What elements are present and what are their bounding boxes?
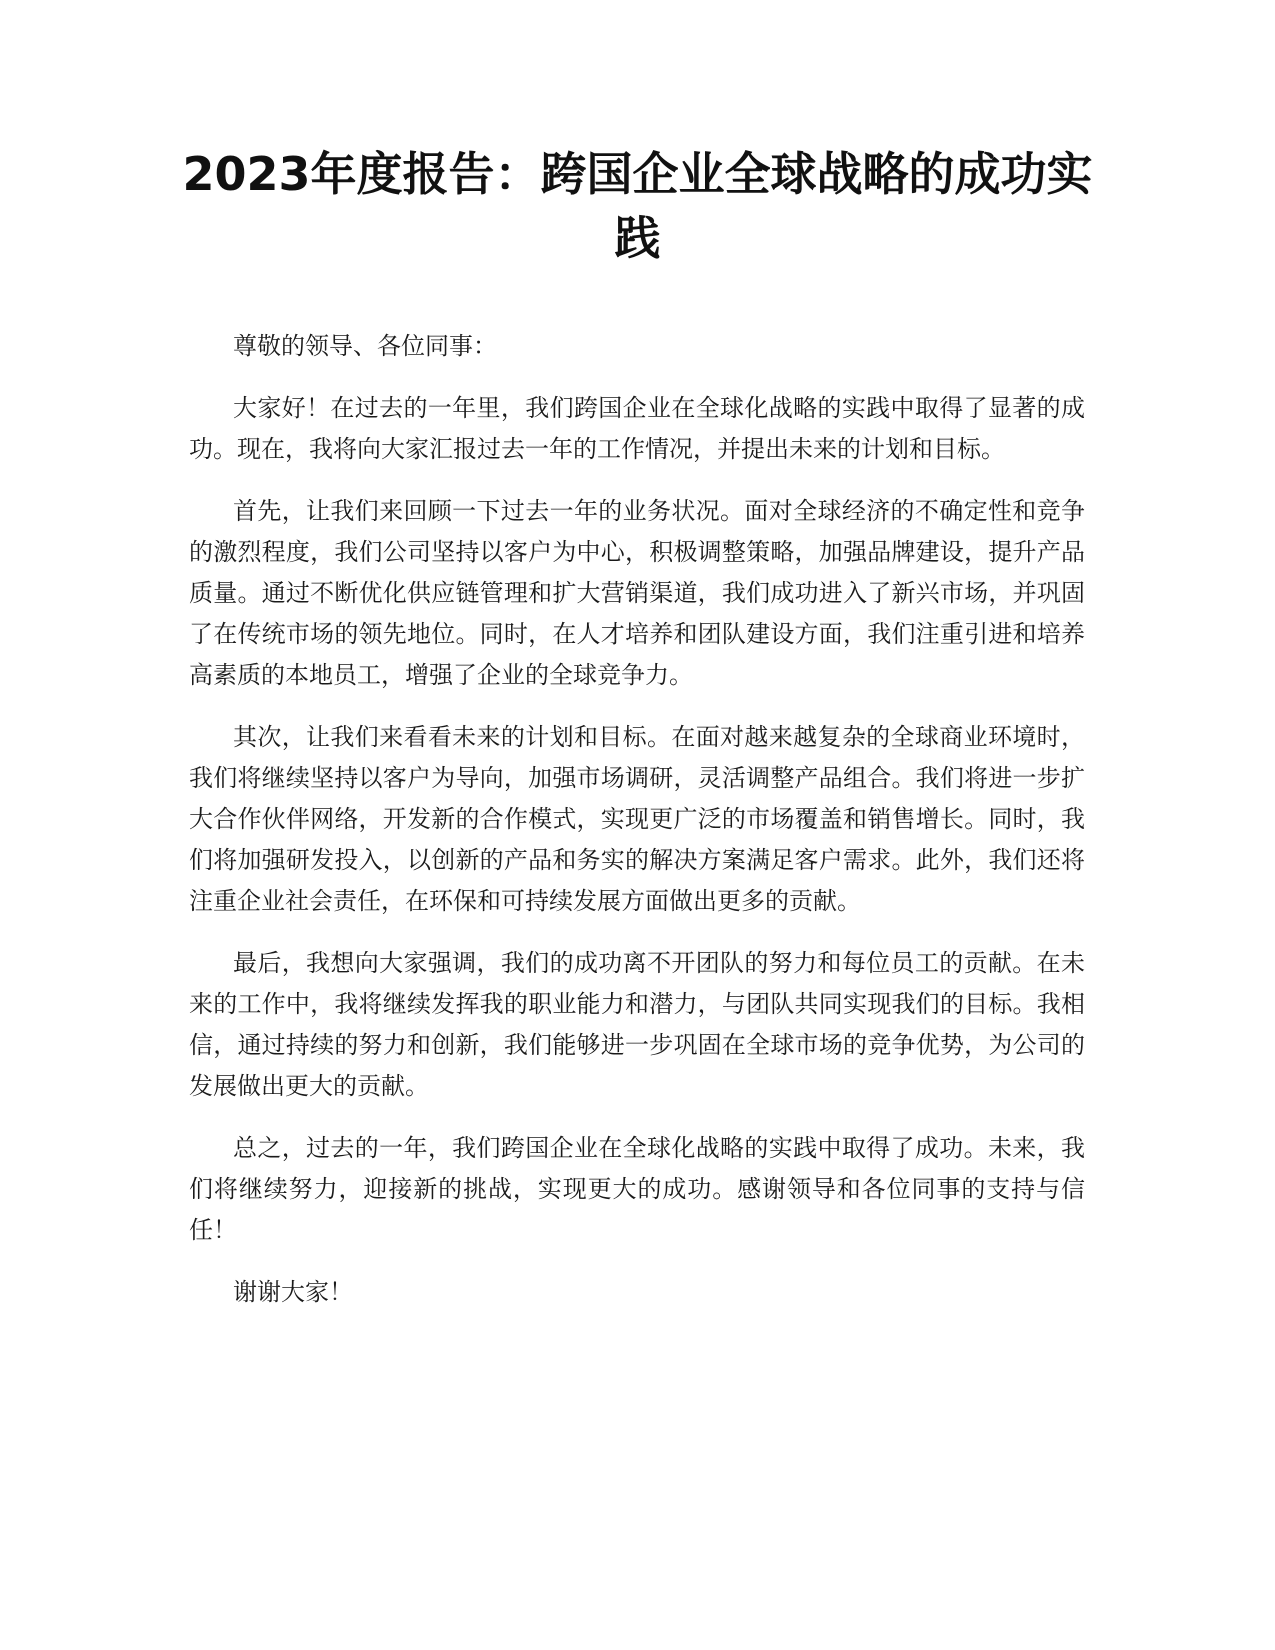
intro-paragraph: 大家好！在过去的一年里，我们跨国企业在全球化战略的实践中取得了显著的成功。现在，我将向大家汇报过去一年的工作情况，并提出未来的计划和目标。	[189, 394, 1085, 463]
plan-paragraph: 其次，让我们来看看未来的计划和目标。在面对越来越复杂的全球商业环境时，我们将继续坚持以客户为导向，加强市场调研，灵活调整产品组合。我们将进一步扩大合作伙伴网络，开发新的合作模式，实现更广泛的市场覆盖和销售增长。同时，我们将加强研发投入，以创新的产品和务实的解决方案满足客户需求。此外，我们还将注重企业社会责任，在环保和可持续发展方面做出更多的贡献。	[189, 723, 1085, 915]
document-title: 2023年度报告：跨国企业全球战略的成功实践	[182, 147, 1093, 265]
salutation-paragraph: 尊敬的领导、各位同事：	[233, 332, 497, 360]
review-paragraph: 首先，让我们来回顾一下过去一年的业务状况。面对全球经济的不确定性和竞争的激烈程度，我们公司坚持以客户为中心，积极调整策略，加强品牌建设，提升产品质量。通过不断优化供应链管理和扩大营销渠道，我们成功进入了新兴市场，并巩固了在传统市场的领先地位。同时，在人才培养和团队建设方面，我们注重引进和培养高素质的本地员工，增强了企业的全球竞争力。	[189, 497, 1085, 689]
closing-paragraph: 谢谢大家！	[233, 1278, 353, 1306]
emphasis-paragraph: 最后，我想向大家强调，我们的成功离不开团队的努力和每位员工的贡献。在未来的工作中，我将继续发挥我的职业能力和潜力，与团队共同实现我们的目标。我相信，通过持续的努力和创新，我们能够进一步巩固在全球市场的竞争优势，为公司的发展做出更大的贡献。	[189, 949, 1085, 1100]
document-body	[189, 326, 1085, 1334]
summary-paragraph: 总之，过去的一年，我们跨国企业在全球化战略的实践中取得了成功。未来，我们将继续努力，迎接新的挑战，实现更大的成功。感谢领导和各位同事的支持与信任！	[189, 1134, 1085, 1244]
